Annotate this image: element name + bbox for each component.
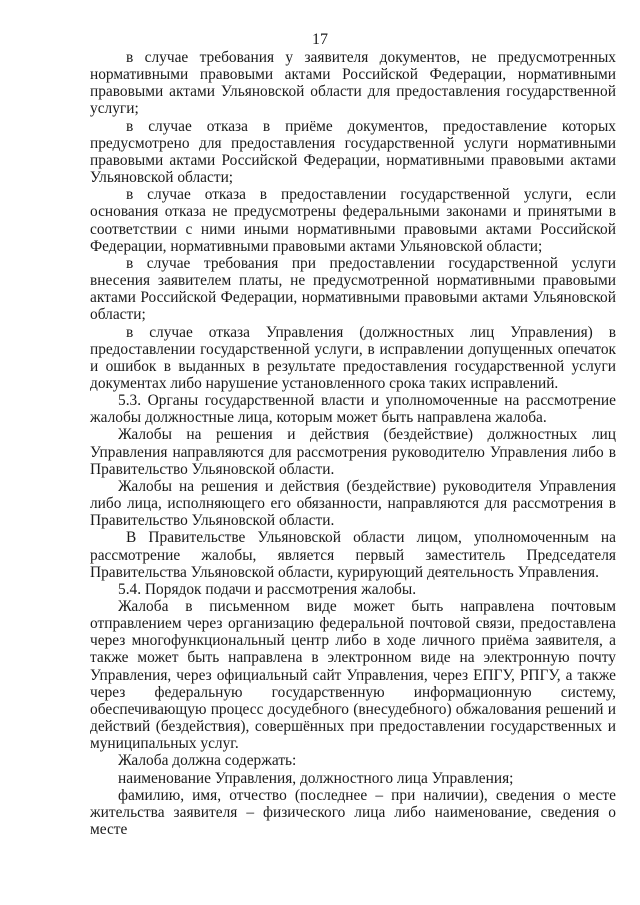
- paragraph-refusal-provision: в случае отказа в предоставлении государственной услуги, если основания отказа не предусмотрены федеральными законами и принятыми в соответствии с ними иными нормативными правовыми актами Российской Федерации, нормативными правовыми актами Ульяновской области;: [90, 186, 616, 255]
- document-body: [90, 49, 616, 838]
- paragraph-refusal-corrections: в случае отказа Управления (должностных лиц Управления) в предоставлении государственной услуги, в исправлении допущенных опечаток и ошибок в выданных в результате предоставления государственной услуги документах либо нарушение установленного срока таких исправлений.: [90, 323, 616, 392]
- paragraph-payment-requirement: в случае требования при предоставлении государственной услуги внесения заявителем платы, не предусмотренной нормативными правовыми актами Российской Федерации, нормативными правовыми актами Ульяновской области;: [90, 254, 616, 324]
- section-5-3-heading: 5.3. Органы государственной власти и уполномоченные на рассмотрение жалобы должностные лица, которым может быть направлена жалоба.: [90, 392, 616, 427]
- paragraph-written-complaint: Жалоба в письменном виде может быть направлена почтовым отправлением через организацию федеральной почтовой связи, предоставлена через многофункциональный центр либо в ходе личного приёма заявителя, а также может быть направлена в электронном виде на электронную почту Управления, через официальный сайт Управления, через ЕПГУ, РПГУ, а также через федеральную государственную информационную систему, обеспечивающую процесс досудебного (внесудебного) обжалования решений и действий (бездействия), совершённых при предоставлении государственных и муниципальных услуг.: [90, 598, 616, 753]
- paragraph-complaints-officials: Жалобы на решения и действия (бездействие) должностных лиц Управления направляются для рассмотрения руководителю Управления либо в Правительство Ульяновской области.: [90, 426, 616, 478]
- paragraph-refusal-acceptance: в случае отказа в приёме документов, предоставление которых предусмотрено для предоставления государственной услуги нормативными правовыми актами Российской Федерации, нормативными правовыми актами Ульяновской области;: [90, 117, 616, 187]
- paragraph-complaints-head: Жалобы на решения и действия (бездействие) руководителя Управления либо лица, исполняющего его обязанности, направляются для рассмотрения в Правительство Ульяновской области.: [90, 477, 616, 530]
- section-5-4-heading: 5.4. Порядок подачи и рассмотрения жалобы.: [118, 580, 417, 598]
- paragraph-government-authority: В Правительстве Ульяновской области лицом, уполномоченным на рассмотрение жалобы, является первый заместитель Председателя Правительства Ульяновской области, курирующий деятельность Управления.: [90, 529, 616, 581]
- paragraph-authority-name: наименование Управления, должностного лица Управления;: [118, 769, 514, 787]
- page-number: 17: [312, 31, 328, 48]
- paragraph-requirement-documents: в случае требования у заявителя документов, не предусмотренных нормативными правовыми актами Российской Федерации, нормативными правовыми актами Ульяновской области для предоставления государственной услуги;: [90, 49, 616, 118]
- paragraph-complaint-contents: Жалоба должна содержать:: [118, 752, 297, 770]
- paragraph-applicant-details: фамилию, имя, отчество (последнее – при наличии), сведения о месте жительства заявителя – физического лица либо наименование, сведения о месте: [90, 786, 616, 839]
